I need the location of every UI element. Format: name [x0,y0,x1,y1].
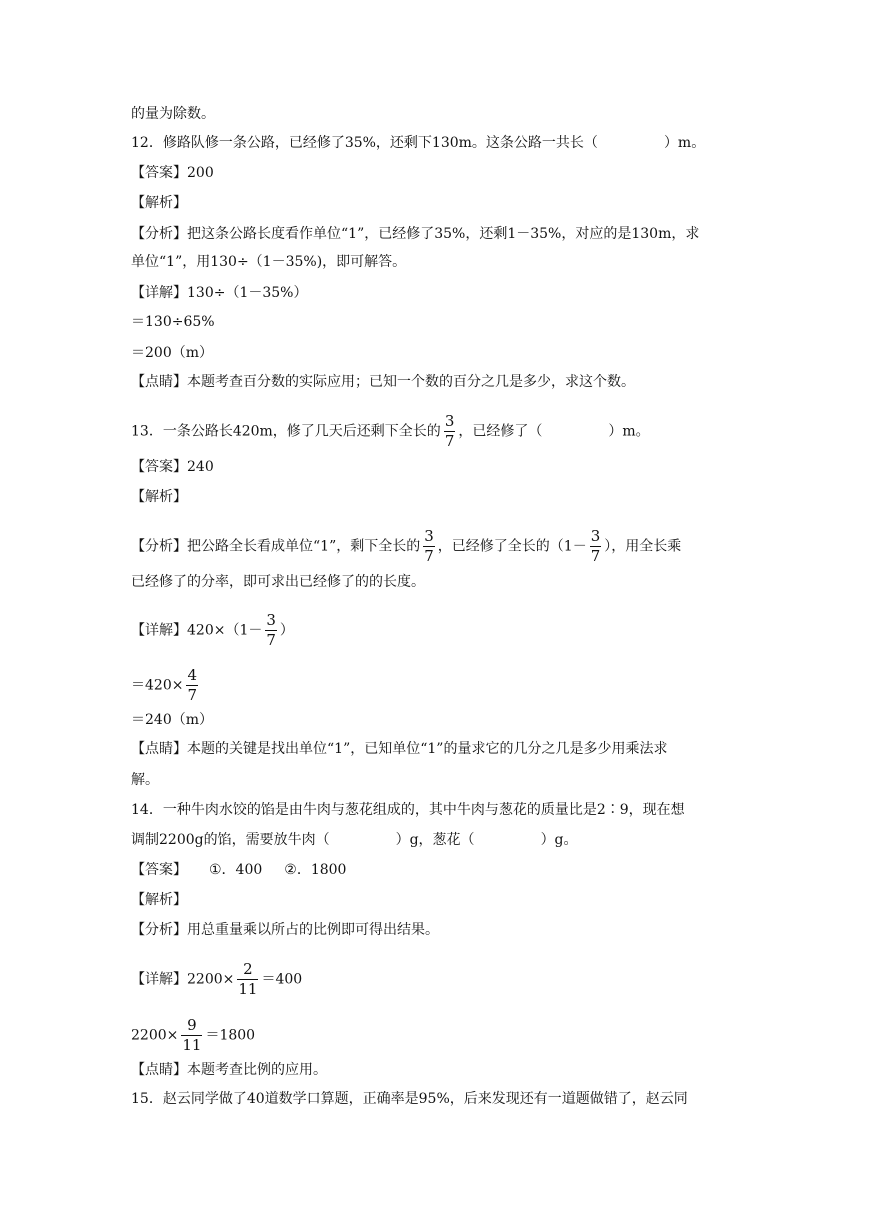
q13-fenxi-line2: 已经修了的分率，即可求出已经修了的的长度。 [131,574,425,590]
q13-dianjing-line1: 【点睛】本题的关键是找出单位“1”，已知单位“1”的量求它的几分之几是多少用乘法求 [131,741,668,757]
q12-jiexi: 【解析】 [131,195,187,211]
fraction-denominator: 7 [444,432,455,450]
fraction-denominator: 7 [590,547,601,565]
q14-stem-text-a: 调制2200g的馅，需要放牛肉（ [131,832,330,848]
fraction-numerator: 2 [243,960,253,978]
fraction-numerator: 9 [187,1016,197,1034]
fraction-denominator: 7 [424,547,434,565]
q12-stem-text-b: ）m。 [663,135,706,151]
q13-xiangjie-line1 [131,611,294,649]
q13-fenxi-text-a: 【分析】把公路全长看成单位“1”，剩下全长的 [131,538,421,555]
q13-dianjing-line2: 解。 [131,772,159,788]
q14-step2-text-b: ＝1800 [205,1027,256,1044]
q13-stem-text-a: 13．一条公路长420m，修了几天后还剩下全长的 [131,423,441,440]
q13-stem-text-b: ，已经修了（ [458,423,543,440]
q13-fenxi-text-b: ，已经修了全长的（1－ [437,538,587,555]
q12-xiangjie-line1: 【详解】130÷（1－35%） [131,285,308,301]
fraction-denominator: 11 [182,1036,202,1054]
q13-stem-text-c: ）m。 [608,423,650,440]
fraction-numerator: 3 [266,611,276,629]
q13-fenxi-line1 [131,527,682,565]
q12-xiangjie-line3: ＝200（m） [131,345,213,361]
q13-xiangjie-text-a: 【详解】420×（1－ [131,622,263,639]
q13-fenxi-text-c: ），用全长乘 [604,538,682,555]
fraction-denominator: 11 [238,980,258,998]
q14-stem-line2 [131,830,578,850]
fraction-denominator: 7 [266,631,276,649]
q14-xiangjie-fraction [237,962,258,997]
q14-answer-1: ①．400 [209,862,263,878]
q13-xiangjie-text-b: ） [279,622,294,639]
q14-step2-text-a: 2200× [131,1027,179,1044]
q13-jiexi: 【解析】 [131,489,187,505]
q14-fenxi: 【分析】用总重量乘以所占的比例即可得出结果。 [131,922,439,938]
q14-answer [131,860,346,880]
q13-xiangjie-line3: ＝240（m） [131,712,213,728]
fraction-numerator: 4 [187,666,197,684]
q14-jiexi: 【解析】 [131,892,187,908]
q14-stem-text-b: ）g，葱花（ [395,832,475,848]
q14-stem-line1: 14．一种牛肉水饺的馅是由牛肉与葱花组成的，其中牛肉与葱花的质量比是2∶9，现在想 [131,802,685,818]
q13-step2-fraction [186,668,198,703]
q12-fenxi-line1: 【分析】把这条公路长度看作单位“1”，已经修了35%，还剩1－35%，对应的是130m，求 [131,226,700,242]
q13-stem-fraction [444,414,456,449]
q14-answer-2: ②．1800 [284,862,347,878]
q14-xiangjie-text-b: ＝400 [261,971,303,988]
q13-step2-text: ＝420× [131,677,184,694]
q15-stem-line1: 15．赵云同学做了40道数学口算题，正确率是95%，后来发现还有一道题做错了，赵云同 [131,1091,688,1107]
q12-stem [131,133,705,153]
fraction-numerator: 3 [424,527,434,545]
q14-stem-text-c: ）g。 [540,832,578,848]
fraction-denominator: 7 [187,686,197,704]
q13-xiangjie-line2 [131,666,201,704]
q12-fenxi-line2: 单位“1”，用130÷（1－35%)，即可解答。 [131,254,407,270]
fraction-numerator: 3 [444,412,455,430]
fraction-numerator: 3 [590,527,601,545]
q14-dianjing: 【点睛】本题考查比例的应用。 [131,1062,327,1078]
q13-xiangjie-fraction [265,613,277,648]
q14-xiangjie-text-a: 【详解】2200× [131,971,235,988]
q14-answer-label: 【答案】 [131,862,187,878]
q14-xiangjie-line2 [131,1016,256,1054]
q13-stem [131,412,650,450]
q13-fenxi-fraction-1 [423,529,435,564]
q14-xiangjie-line1 [131,960,303,998]
q13-fenxi-fraction-2 [590,529,602,564]
q12-xiangjie-line2: ＝130÷65% [131,314,215,330]
q13-answer: 【答案】240 [131,459,214,475]
q12-stem-text-a: 12．修路队修一条公路，已经修了35%，还剩下130m。这条公路一共长（ [131,135,598,151]
q14-step2-fraction [181,1018,202,1053]
q12-dianjing: 【点睛】本题考查百分数的实际应用；已知一个数的百分之几是多少，求这个数。 [131,374,635,390]
q12-answer: 【答案】200 [131,165,214,181]
intro-tail-line: 的量为除数。 [131,106,215,122]
